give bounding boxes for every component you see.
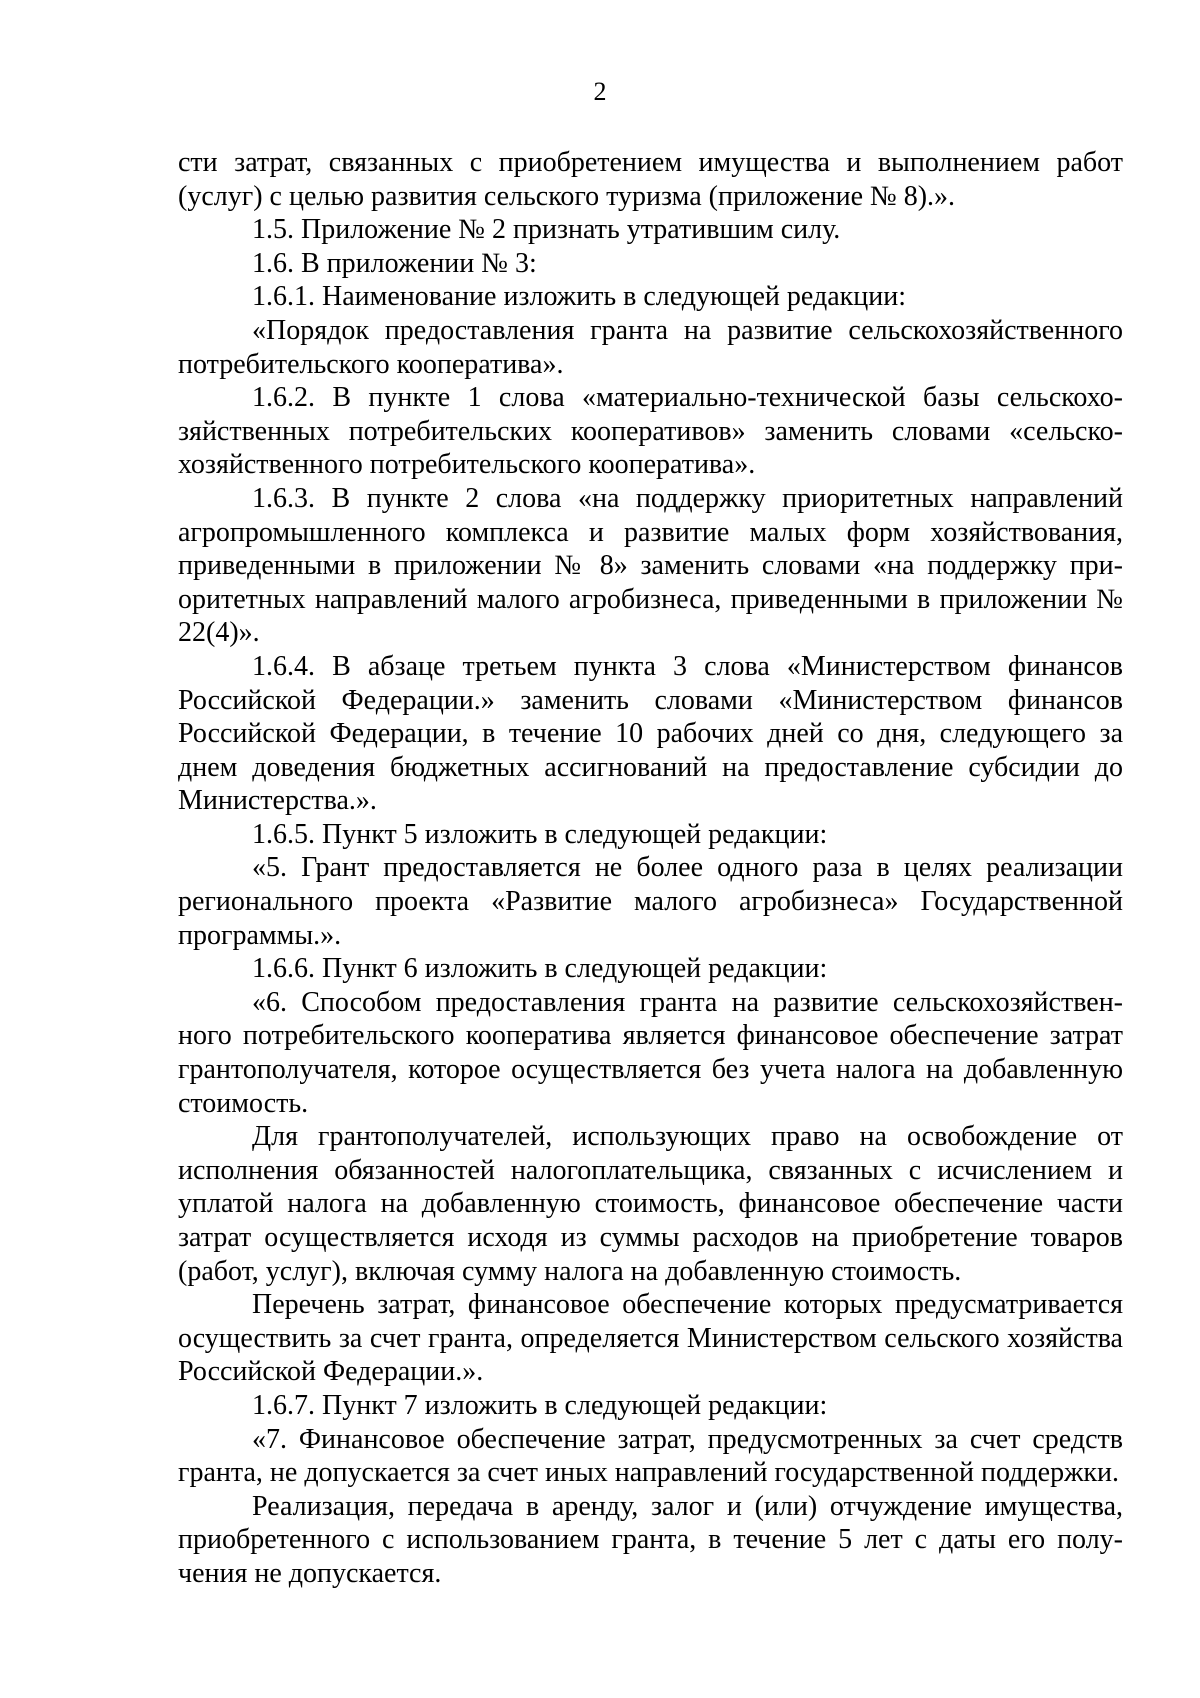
paragraph-property-restriction: Реализация, передача в аренду, залог и (или) отчуждение имущества, приобретенного с использованием гранта, в течение 5 лет с даты его получения не допускается. [178, 1490, 1123, 1589]
document-body [178, 146, 1123, 1591]
paragraph-1-6-5: 1.6.5. Пункт 5 изложить в следующей редакции: [252, 818, 828, 850]
paragraph-cost-list: Перечень затрат, финансовое обеспечение которых предусматривается осуществить за счет гранта, определяется Министерством сельского хозяйства Российской Федерации.». [178, 1289, 1123, 1388]
paragraph-1-6-4: 1.6.4. В абзаце третьем пункта 3 слова «Министерством финансов Российской Федерации.» заменить словами «Министерством финансов Российской Федерации, в течение 10 рабочих дней со дня, следующего за днем доведения бюджетных ассигнований на предоставление субсидии до Министерства.». [178, 650, 1123, 817]
paragraph-quoted-point-6: «6. Способом предоставления гранта на развитие сельскохозяйственного потребительского кооператива является финансовое обеспечение затрат грантополучателя, которое осуществляется без учета налога на добавленную стоимость. [178, 986, 1123, 1119]
paragraph-1-6-2: 1.6.2. В пункте 1 слова «материально-технической базы сельскохозяйственных потребительских кооперативов» заменить словами «сельскохозяйственного потребительского кооператива». [178, 382, 1123, 481]
paragraph-1-6: 1.6. В приложении № 3: [252, 247, 537, 279]
paragraph-1-6-3: 1.6.3. В пункте 2 слова «на поддержку приоритетных направлений агропромышленного комплекса и развитие малых форм хозяйствования, приведенными в приложении № 8» заменить словами «на поддержку приоритетных направлений малого агробизнеса, приведенными в приложении № 22(4)». [178, 482, 1123, 649]
paragraph-1-5: 1.5. Приложение № 2 признать утратившим силу. [252, 214, 841, 246]
paragraph-quoted-point-5: «5. Грант предоставляется не более одного раза в целях реализации регионального проекта «Развитие малого агробизнеса» Государственной программы.». [178, 852, 1123, 951]
paragraph-1-6-7: 1.6.7. Пункт 7 изложить в следующей редакции: [252, 1389, 828, 1421]
paragraph-quoted-point-7: «7. Финансовое обеспечение затрат, предусмотренных за счет средств гранта, не допускается за счет иных направлений государственной поддержки. [178, 1423, 1123, 1489]
paragraph-quoted-title: «Порядок предоставления гранта на развитие сельскохозяйственного потребительского кооператива». [178, 314, 1123, 380]
paragraph-1-6-6: 1.6.6. Пункт 6 изложить в следующей редакции: [252, 953, 828, 985]
paragraph-vat-exemption: Для грантополучателей, использующих право на освобождение от исполнения обязанностей налогоплательщика, связанных с исчислением и уплатой налога на добавленную стоимость, финансовое обеспечение части затрат осуществляется исходя из суммы расходов на приобретение товаров (работ, услуг), включая сумму налога на добавленную стоимость. [178, 1121, 1123, 1287]
paragraph-continuation: сти затрат, связанных с приобретением имущества и выполнением работ (услуг) с целью развития сельского туризма (приложение № 8).». [178, 147, 1123, 212]
paragraph-1-6-1: 1.6.1. Наименование изложить в следующей редакции: [252, 281, 906, 313]
page-number: 2 [593, 77, 607, 106]
